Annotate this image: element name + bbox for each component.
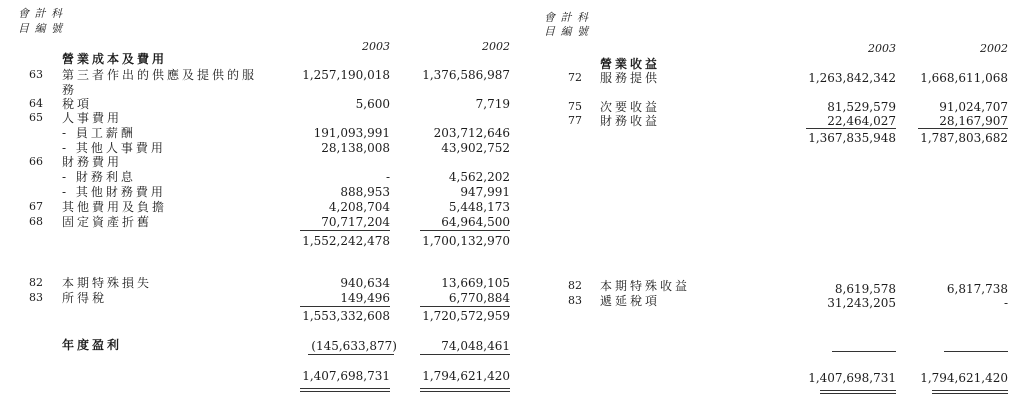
total-double-rule — [300, 388, 390, 392]
row-label: 固定資產折舊 — [62, 215, 153, 229]
profit-rule — [832, 351, 896, 352]
row-value-2002: 28,167,907 — [939, 114, 1008, 128]
profit-2002: 74,048,461 — [441, 339, 510, 353]
row-value-2002: 947,991 — [460, 185, 510, 199]
subtotal-rule — [420, 306, 510, 307]
row-label: 所得稅 — [62, 291, 108, 305]
subtotal-2003: 1,367,835,948 — [808, 131, 896, 145]
subtotal-2002: 1,787,803,682 — [920, 131, 1008, 145]
left-year-2002: 2002 — [482, 40, 510, 53]
row-value-2003: 1,257,190,018 — [302, 68, 390, 82]
row-label: 務 — [62, 83, 78, 97]
row-code: 82 — [29, 276, 43, 289]
row-label: 財務費用 — [62, 155, 123, 169]
row-code: 68 — [29, 215, 43, 228]
row-code: 83 — [568, 294, 582, 307]
row-label: - 財務利息 — [62, 170, 136, 184]
row-code: 72 — [568, 71, 582, 84]
total-2003: 1,407,698,731 — [808, 371, 896, 385]
row-code: 77 — [568, 114, 582, 127]
subtotal-2002: 1,720,572,959 — [422, 309, 510, 323]
row-label: - 其他人事費用 — [62, 141, 166, 155]
row-label: 服務提供 — [600, 71, 661, 85]
subtotal-rule — [300, 230, 390, 231]
right-account-header-line1: 會 計 科 — [544, 11, 589, 24]
row-code: 66 — [29, 155, 43, 168]
row-code: 82 — [568, 279, 582, 292]
row-code: 63 — [29, 68, 43, 81]
row-value-2002: 91,024,707 — [939, 100, 1008, 114]
row-value-2003: 8,619,578 — [834, 282, 896, 296]
row-value-2003: 28,138,008 — [321, 141, 390, 155]
row-code: 67 — [29, 200, 43, 213]
row-label: 人事費用 — [62, 111, 123, 125]
row-value-2003: 149,496 — [340, 291, 390, 305]
row-label: 次要收益 — [600, 100, 661, 114]
row-label: 其他費用及負擔 — [62, 200, 168, 214]
profit-rule — [308, 354, 394, 355]
row-value-2002: 5,448,173 — [448, 200, 510, 214]
row-label: - 員工薪酬 — [62, 126, 136, 140]
row-value-2002: 1,668,611,068 — [920, 71, 1008, 85]
right-section-title: 營業收益 — [600, 57, 661, 71]
subtotal-rule — [300, 306, 390, 307]
right-year-2003: 2003 — [868, 42, 896, 55]
right-year-2002: 2002 — [980, 42, 1008, 55]
subtotal-2003: 1,553,332,608 — [302, 309, 390, 323]
row-label: 稅項 — [62, 97, 93, 111]
row-value-2002: - — [1003, 296, 1008, 310]
subtotal-2002: 1,700,132,970 — [422, 234, 510, 248]
total-2003: 1,407,698,731 — [302, 369, 390, 383]
left-year-2003: 2003 — [362, 40, 390, 53]
row-value-2003: 22,464,027 — [827, 114, 896, 128]
row-value-2002: 6,770,884 — [448, 291, 510, 305]
row-value-2002: 43,902,752 — [441, 141, 510, 155]
row-value-2003: 81,529,579 — [827, 100, 896, 114]
left-section-title: 營業成本及費用 — [62, 52, 168, 66]
row-value-2003: 888,953 — [340, 185, 390, 199]
row-value-2003: 5,600 — [355, 97, 390, 111]
row-value-2003: 191,093,991 — [313, 126, 390, 140]
row-value-2002: 1,376,586,987 — [422, 68, 510, 82]
row-value-2003: - — [385, 170, 390, 184]
total-2002: 1,794,621,420 — [920, 371, 1008, 385]
row-code: 64 — [29, 97, 43, 110]
row-value-2002: 6,817,738 — [946, 282, 1008, 296]
row-value-2002: 203,712,646 — [433, 126, 510, 140]
row-value-2003: 31,243,205 — [827, 296, 896, 310]
left-account-header-line2: 目 編 號 — [18, 22, 63, 35]
left-account-header-line1: 會 計 科 — [18, 7, 63, 20]
subtotal-rule — [806, 128, 896, 129]
right-account-header-line2: 目 編 號 — [544, 25, 589, 38]
row-value-2003: 940,634 — [340, 276, 390, 290]
row-code: 75 — [568, 100, 582, 113]
row-label: 本期特殊收益 — [600, 279, 691, 293]
subtotal-rule — [420, 230, 510, 231]
total-double-rule — [932, 390, 1008, 394]
row-label: 本期特殊損失 — [62, 276, 153, 290]
profit-label: 年度盈利 — [62, 338, 123, 352]
row-label: 第三者作出的供應及提供的服 — [62, 68, 258, 82]
row-value-2003: 70,717,204 — [321, 215, 390, 229]
total-double-rule — [420, 388, 510, 392]
subtotal-2003: 1,552,242,478 — [302, 234, 390, 248]
row-code: 83 — [29, 291, 43, 304]
row-code: 65 — [29, 111, 43, 124]
profit-2003: (145,633,877) — [311, 339, 397, 353]
row-label: - 其他財務費用 — [62, 185, 166, 199]
row-value-2003: 4,208,704 — [328, 200, 390, 214]
subtotal-rule — [918, 128, 1008, 129]
row-value-2002: 4,562,202 — [448, 170, 510, 184]
row-value-2002: 64,964,500 — [441, 215, 510, 229]
row-label: 遞延稅項 — [600, 294, 661, 308]
profit-rule — [420, 354, 510, 355]
row-label: 財務收益 — [600, 114, 661, 128]
total-2002: 1,794,621,420 — [422, 369, 510, 383]
row-value-2003: 1,263,842,342 — [808, 71, 896, 85]
row-value-2002: 7,719 — [475, 97, 510, 111]
total-double-rule — [820, 390, 896, 394]
row-value-2002: 13,669,105 — [441, 276, 510, 290]
profit-rule — [944, 351, 1008, 352]
